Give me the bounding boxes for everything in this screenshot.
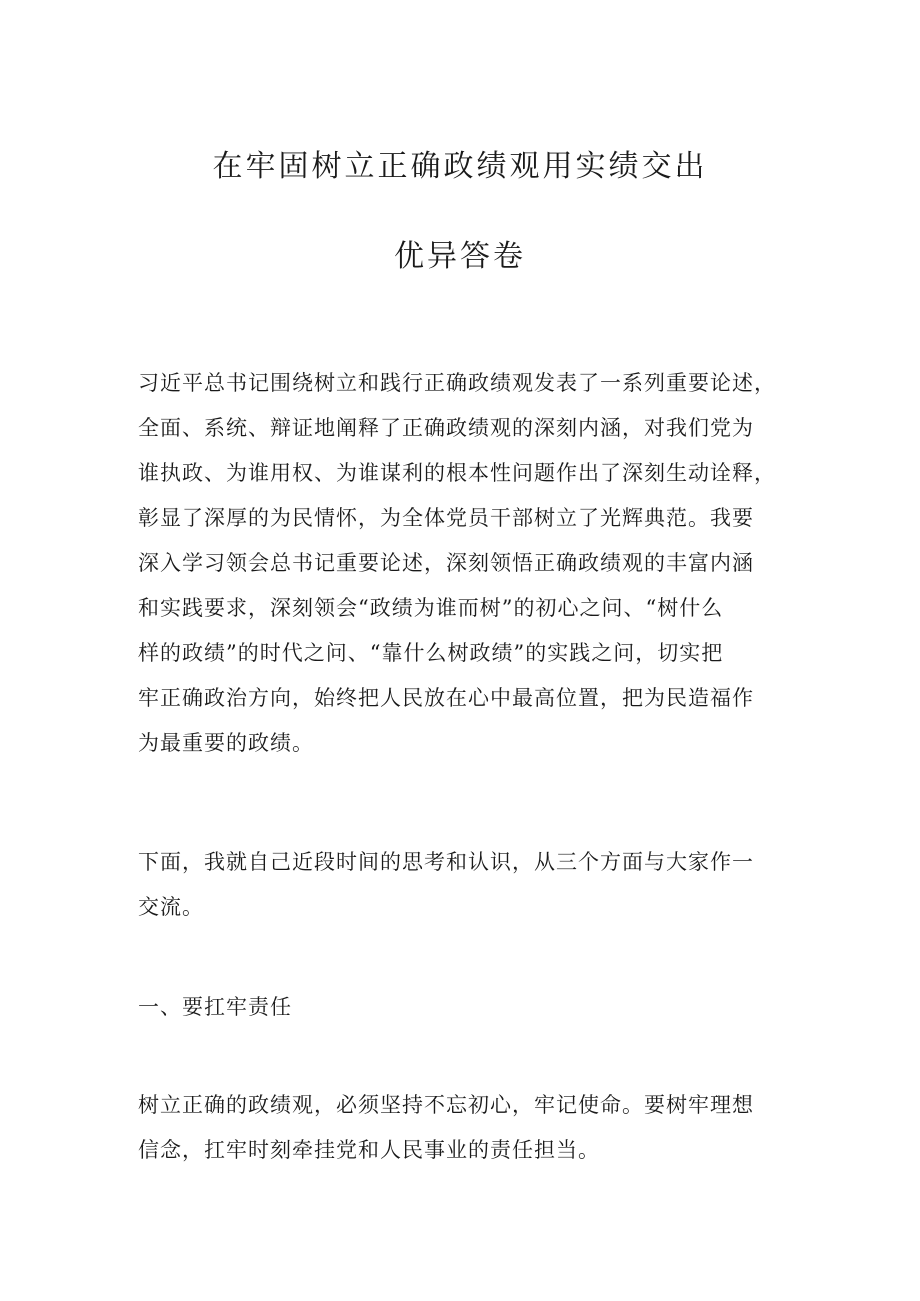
text-line: 交流。	[138, 895, 204, 919]
text-line: 下面，我就自己近段时间的思考和认识，从三个方面与大家作一	[138, 850, 754, 874]
text-line: 深入学习领会总书记重要论述，深刻领悟正确政绩观的丰富内涵	[138, 551, 754, 575]
section-heading-1	[138, 985, 798, 1030]
text-line: 牢正确政治方向，始终把人民放在心中最高位置，把为民造福作	[138, 686, 754, 710]
text-line: 和实践要求，深刻领会“政绩为谁而树”的初心之问、“树什么	[138, 596, 724, 620]
text-line: 树立正确的政绩观，必须坚持不忘初心，牢记使命。要树牢理想	[138, 1093, 754, 1117]
section-1-paragraph	[138, 1083, 798, 1173]
document-title-line-2: 优异答卷	[394, 239, 526, 274]
text-line: 习近平总书记围绕树立和践行正确政绩观发表了一系列重要论述，	[138, 371, 776, 395]
text-line: 彰显了深厚的为民情怀，为全体党员干部树立了光辉典范。我要	[138, 506, 754, 530]
text-line: 谁执政、为谁用权、为谁谋利的根本性问题作出了深刻生动诠释，	[138, 461, 776, 485]
text-line: 全面、系统、辩证地阐释了正确政绩观的深刻内涵，对我们党为	[138, 416, 754, 440]
document-title-line-1: 在牢固树立正确政绩观用实绩交出	[212, 149, 708, 184]
intro-paragraph	[138, 361, 798, 766]
text-line: 信念，扛牢时刻牵挂党和人民事业的责任担当。	[138, 1138, 600, 1162]
text-line: 为最重要的政绩。	[138, 731, 314, 755]
text-line: 样的政绩”的时代之问、“靠什么树政绩”的实践之问，切实把	[138, 641, 724, 665]
heading-text: 一、要扛牢责任	[138, 995, 292, 1019]
transition-paragraph	[138, 840, 798, 930]
